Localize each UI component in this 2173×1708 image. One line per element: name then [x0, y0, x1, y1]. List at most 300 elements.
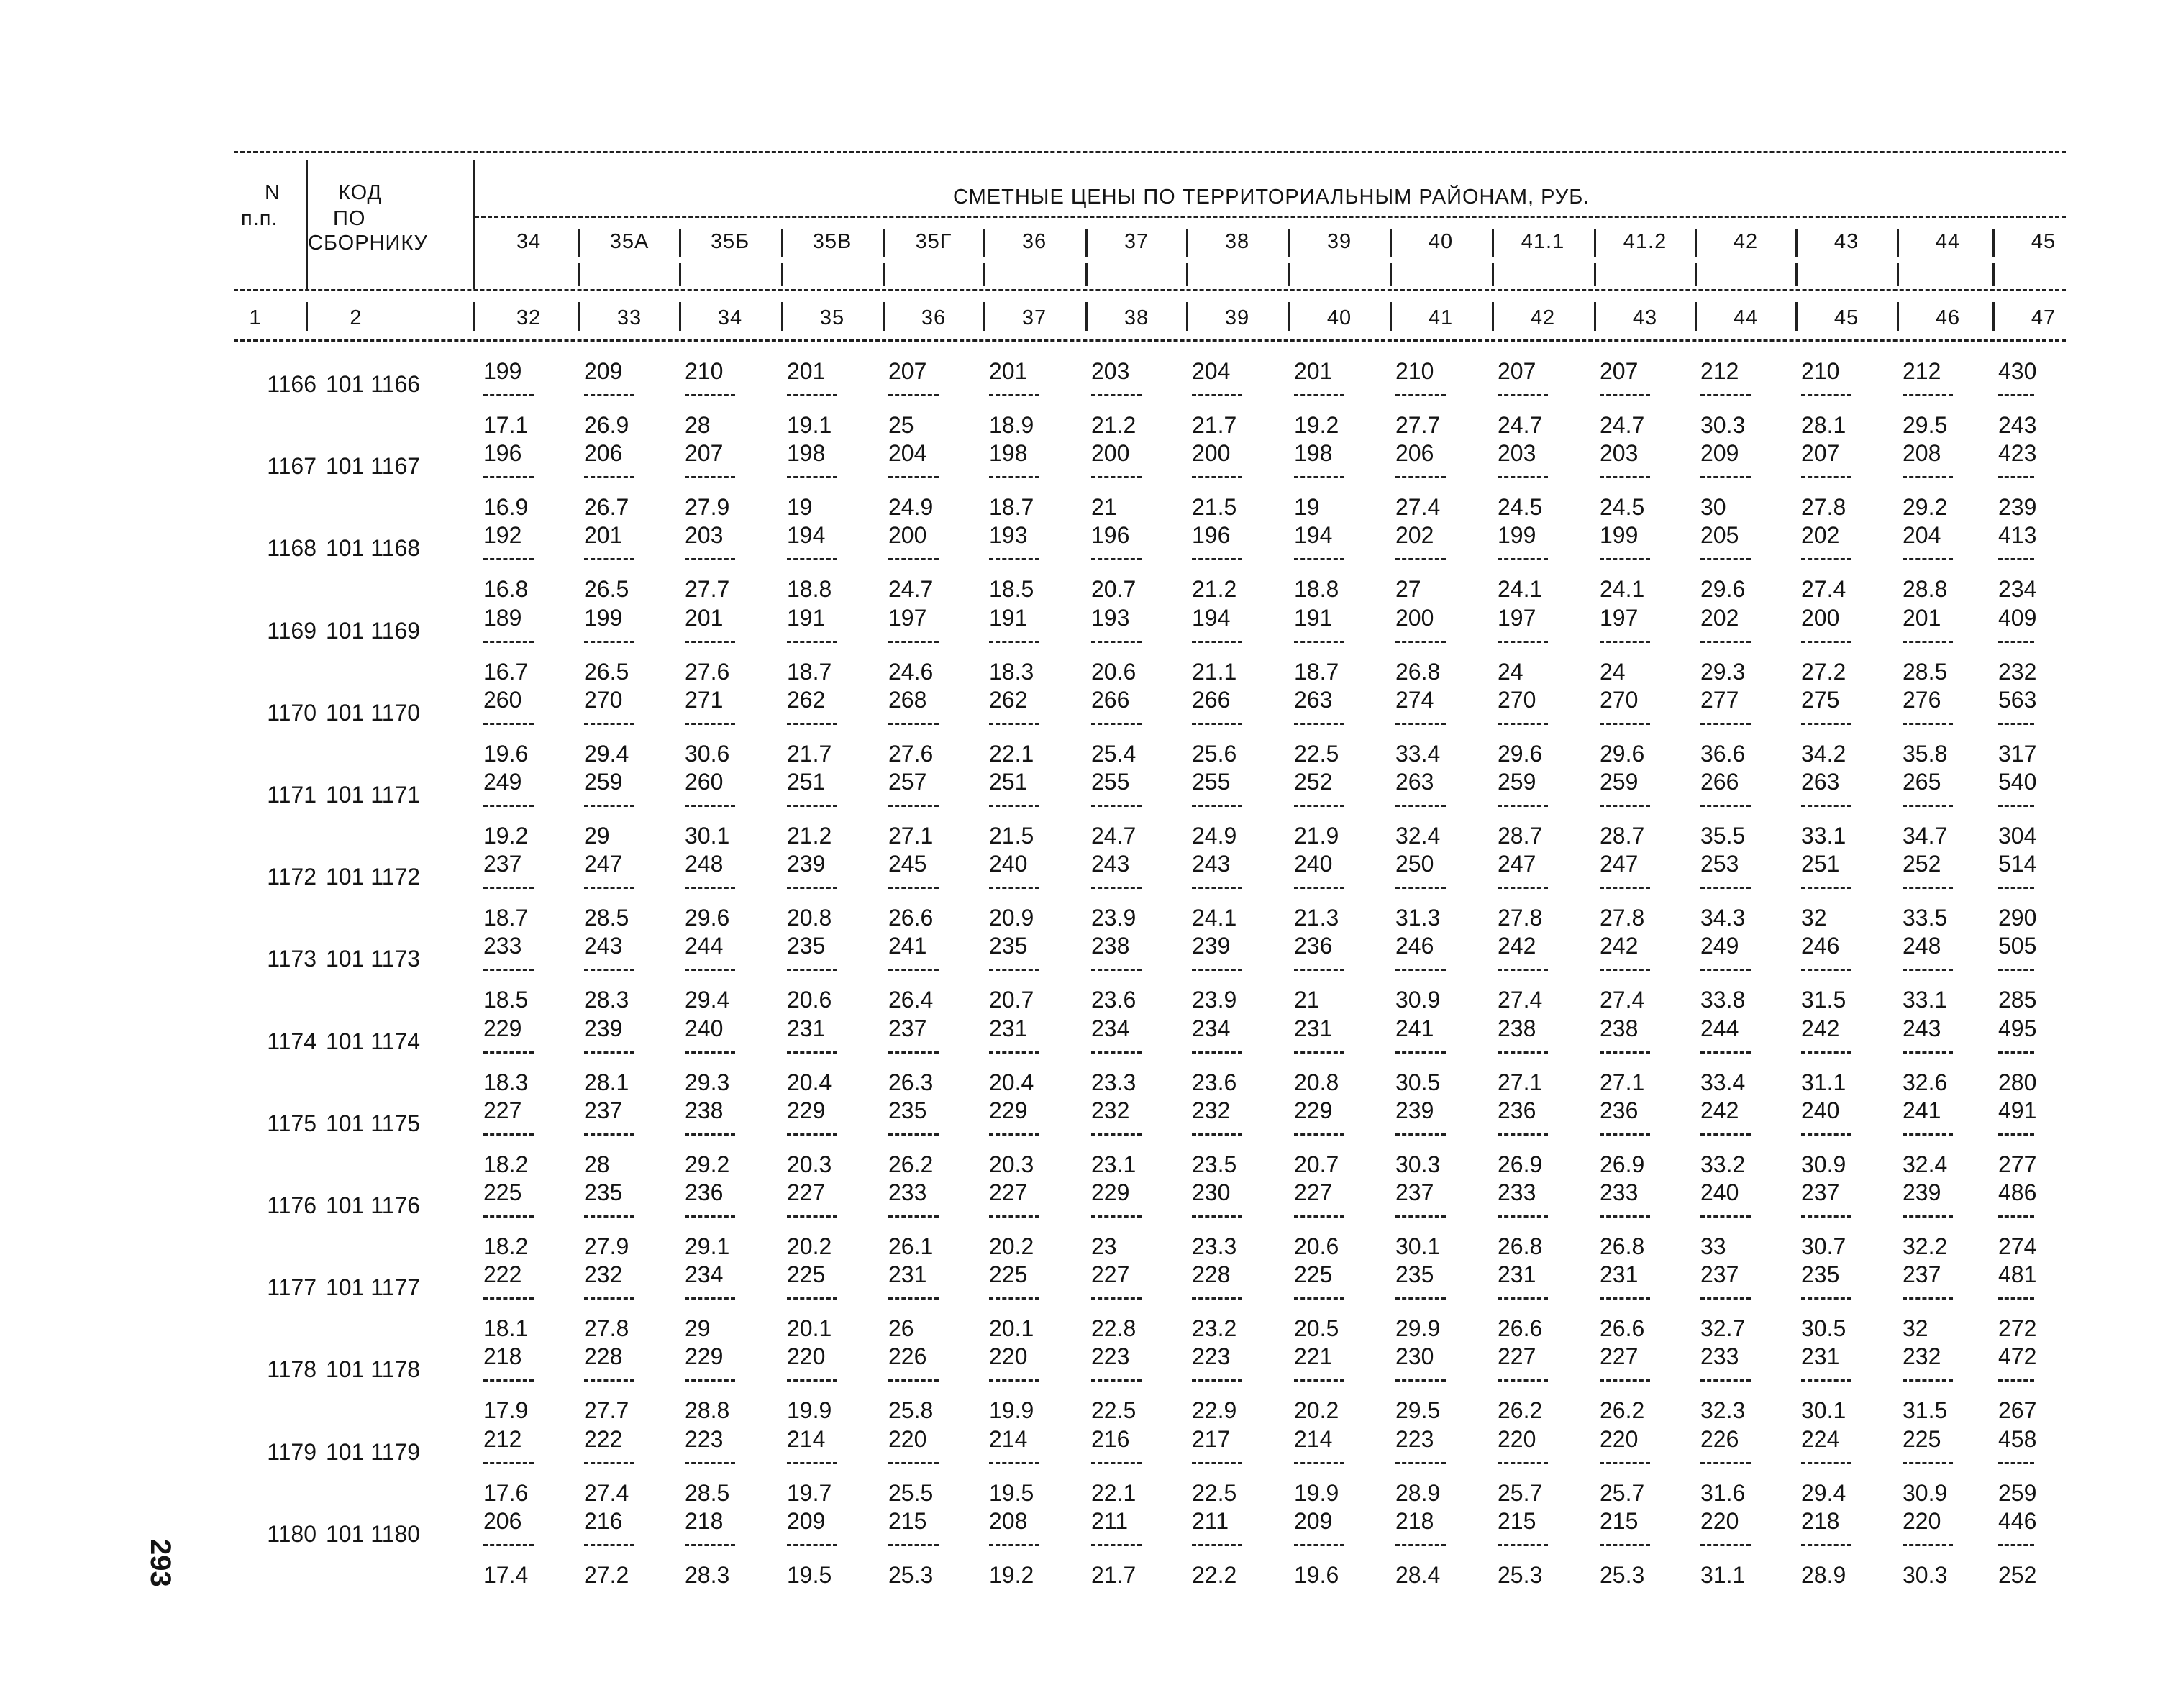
fraction-rule [888, 805, 939, 823]
labor-value: 19.1 [787, 412, 832, 438]
price-value: 259 [1600, 769, 1639, 795]
labor-value: 29.5 [1395, 1397, 1441, 1424]
row-code: 101 1168 [326, 535, 421, 562]
labor-value: 20.6 [1091, 658, 1136, 685]
price-value: 238 [1091, 933, 1130, 959]
fraction-rule [1091, 1544, 1142, 1562]
row-number: 1179 [267, 1438, 316, 1465]
price-value: 233 [1700, 1343, 1739, 1370]
region-divider [1795, 229, 1798, 257]
price-value: 220 [888, 1425, 927, 1452]
fraction-rule [1700, 969, 1751, 987]
labor-value: 32.2 [1903, 1233, 1948, 1259]
fraction-rule [1192, 1133, 1242, 1151]
table-row [0, 1329, 2173, 1424]
labor-value: 24 [1600, 658, 1626, 685]
region-divider [1897, 229, 1899, 257]
price-value: 252 [1903, 851, 1941, 877]
column-number: 2 [350, 306, 363, 329]
fraction-rule [1998, 394, 2034, 412]
fraction-rule [1395, 476, 1446, 494]
price-value: 233 [1498, 1179, 1536, 1205]
price-value: 197 [1600, 604, 1639, 631]
price-value: 201 [989, 358, 1028, 384]
region-divider [1492, 263, 1494, 286]
row-number: 1168 [267, 535, 316, 562]
labor-value: 24.7 [888, 576, 934, 603]
price-value: 225 [1903, 1425, 1941, 1452]
price-value: 251 [989, 769, 1028, 795]
column-number: 1 [249, 306, 262, 329]
labor-value: 26.7 [584, 494, 629, 521]
price-value: 207 [1600, 358, 1639, 384]
row-code: 101 1177 [326, 1274, 421, 1301]
price-value: 227 [1294, 1179, 1333, 1205]
labor-value: 17.9 [483, 1397, 529, 1424]
table-row [0, 1001, 2173, 1095]
labor-value: 19 [787, 494, 813, 521]
fraction-rule [888, 1462, 939, 1480]
price-value: 251 [1801, 851, 1840, 877]
price-value: 237 [888, 1015, 927, 1041]
labor-value: 29.6 [1600, 740, 1645, 767]
labor-value: 33.1 [1903, 987, 1948, 1013]
region-divider [1390, 229, 1392, 257]
labor-value: 267 [1998, 1397, 2037, 1424]
labor-value: 22.5 [1091, 1397, 1136, 1424]
labor-value: 20.6 [1294, 1233, 1339, 1259]
labor-value: 28 [584, 1151, 610, 1177]
price-value: 540 [1998, 769, 2037, 795]
labor-value: 29.6 [1700, 576, 1746, 603]
fraction-rule [1294, 969, 1344, 987]
table-row [0, 1247, 2173, 1342]
price-value: 222 [584, 1425, 623, 1452]
labor-value: 30.6 [685, 740, 730, 767]
fraction-rule [1700, 1297, 1751, 1315]
region-header: 45 [2031, 230, 2056, 253]
fraction-rule [1903, 641, 1953, 659]
price-value: 237 [1700, 1261, 1739, 1288]
fraction-rule [584, 558, 634, 576]
fraction-rule [1998, 887, 2034, 905]
labor-value: 26.9 [584, 412, 629, 438]
fraction-rule [1395, 1462, 1446, 1480]
fraction-rule [989, 887, 1039, 905]
labor-value: 25.8 [888, 1397, 934, 1424]
labor-value: 17.1 [483, 412, 529, 438]
fraction-rule [1091, 723, 1142, 741]
labor-value: 27.2 [584, 1561, 629, 1588]
fraction-rule [685, 1051, 735, 1069]
price-cell [1998, 1508, 2077, 1588]
fraction-rule [1801, 641, 1851, 659]
labor-value: 30.1 [1395, 1233, 1441, 1259]
labor-value: 21.1 [1192, 658, 1237, 685]
region-divider [1492, 229, 1494, 257]
fraction-rule [1998, 641, 2034, 659]
labor-value: 30.7 [1801, 1233, 1846, 1259]
table-row [0, 1165, 2173, 1259]
price-value: 249 [483, 769, 522, 795]
fraction-rule [1998, 969, 2034, 987]
fraction-rule [1998, 1379, 2034, 1397]
price-value: 247 [1498, 851, 1536, 877]
price-value: 221 [1294, 1343, 1333, 1370]
price-value: 200 [1091, 440, 1130, 467]
labor-value: 24.7 [1600, 412, 1645, 438]
price-value: 210 [1801, 358, 1840, 384]
fraction-rule [1192, 723, 1242, 741]
fraction-rule [1192, 476, 1242, 494]
fraction-rule [888, 1133, 939, 1151]
labor-value: 27.2 [1801, 658, 1846, 685]
price-value: 262 [787, 686, 826, 713]
row-code: 101 1173 [326, 946, 421, 972]
fraction-rule [1998, 1297, 2034, 1315]
fraction-rule [483, 1133, 534, 1151]
fraction-rule [685, 805, 735, 823]
price-value: 563 [1998, 686, 2037, 713]
price-value: 199 [1600, 522, 1639, 549]
fraction-rule [1192, 641, 1242, 659]
price-cell [1395, 1508, 1475, 1588]
price-value: 209 [1700, 440, 1739, 467]
fraction-rule [1498, 1379, 1548, 1397]
fraction-rule [888, 723, 939, 741]
labor-value: 26.9 [1498, 1151, 1543, 1177]
price-value: 232 [1192, 1097, 1231, 1123]
row-number: 1166 [267, 371, 316, 397]
price-cell [483, 1508, 562, 1588]
price-value: 229 [1091, 1179, 1130, 1205]
fraction-rule [1700, 723, 1751, 741]
price-value: 225 [989, 1261, 1028, 1288]
labor-value: 32.7 [1700, 1315, 1746, 1342]
price-value: 211 [1091, 1507, 1129, 1534]
region-header: 37 [1124, 230, 1149, 253]
fraction-rule [483, 1379, 534, 1397]
labor-value: 32.4 [1395, 823, 1441, 849]
price-value: 220 [989, 1343, 1028, 1370]
price-value: 201 [1294, 358, 1333, 384]
column-number: 45 [1833, 306, 1859, 329]
col-n-label: N [265, 181, 281, 204]
labor-value: 22.9 [1192, 1397, 1237, 1424]
col-code-label-2: ПО [333, 207, 366, 230]
labor-value: 21.9 [1294, 823, 1339, 849]
price-value: 233 [1600, 1179, 1639, 1205]
fraction-rule [1998, 1051, 2034, 1069]
price-value: 243 [1903, 1015, 1941, 1041]
fraction-rule [989, 1379, 1039, 1397]
labor-value: 29.4 [685, 987, 730, 1013]
labor-value: 19.9 [1294, 1479, 1339, 1506]
labor-value: 20.7 [989, 987, 1034, 1013]
labor-value: 25.7 [1600, 1479, 1645, 1506]
fraction-rule [1998, 1462, 2034, 1480]
row-number: 1171 [267, 782, 316, 808]
row-code: 101 1167 [326, 453, 421, 480]
table-row [0, 1494, 2173, 1588]
header-divider-2 [473, 160, 475, 289]
col-pp-label: п.п. [241, 207, 278, 230]
price-value: 257 [888, 769, 927, 795]
region-divider [1897, 302, 1899, 331]
region-divider [1594, 263, 1596, 286]
labor-value: 29.3 [1700, 658, 1746, 685]
fraction-rule [787, 1379, 837, 1397]
labor-value: 26.4 [888, 987, 934, 1013]
labor-value: 18.2 [483, 1233, 529, 1259]
fraction-rule [1294, 476, 1344, 494]
price-value: 231 [989, 1015, 1028, 1041]
fraction-rule [483, 723, 534, 741]
region-divider [883, 302, 885, 331]
price-value: 240 [1294, 851, 1333, 877]
price-value: 206 [483, 1507, 522, 1534]
fraction-rule [1600, 558, 1650, 576]
price-value: 191 [1294, 604, 1333, 631]
labor-value: 34.2 [1801, 740, 1846, 767]
labor-value: 24.1 [1498, 576, 1543, 603]
labor-value: 28.8 [1903, 576, 1948, 603]
fraction-rule [989, 1133, 1039, 1151]
price-value: 270 [1498, 686, 1536, 713]
labor-value: 16.8 [483, 576, 529, 603]
labor-value: 259 [1998, 1479, 2037, 1506]
labor-value: 30.9 [1395, 987, 1441, 1013]
labor-value: 29.4 [1801, 1479, 1846, 1506]
fraction-rule [1498, 558, 1548, 576]
price-value: 207 [1801, 440, 1840, 467]
price-value: 263 [1395, 769, 1434, 795]
fraction-rule [1903, 1462, 1953, 1480]
labor-value: 27.4 [584, 1479, 629, 1506]
labor-value: 18.7 [989, 494, 1034, 521]
fraction-rule [483, 1462, 534, 1480]
fraction-rule [1600, 1379, 1650, 1397]
region-divider [1594, 229, 1596, 257]
price-value: 196 [1091, 522, 1130, 549]
fraction-rule [685, 723, 735, 741]
price-value: 255 [1091, 769, 1130, 795]
price-cell [1903, 1508, 1982, 1588]
fraction-rule [1395, 558, 1446, 576]
price-value: 206 [584, 440, 623, 467]
labor-value: 23.1 [1091, 1151, 1136, 1177]
labor-value: 31.5 [1903, 1397, 1948, 1424]
price-value: 242 [1600, 933, 1639, 959]
fraction-rule [787, 641, 837, 659]
fraction-rule [1192, 1462, 1242, 1480]
labor-value: 21 [1294, 987, 1320, 1013]
region-header: 43 [1833, 230, 1859, 253]
column-number: 34 [717, 306, 743, 329]
labor-value: 19.2 [1294, 412, 1339, 438]
price-value: 223 [1395, 1425, 1434, 1452]
fraction-rule [584, 1544, 634, 1562]
labor-value: 36.6 [1700, 740, 1746, 767]
price-value: 200 [888, 522, 927, 549]
labor-value: 18.7 [483, 905, 529, 931]
fraction-rule [787, 476, 837, 494]
price-value: 248 [1903, 933, 1941, 959]
labor-value: 20.5 [1294, 1315, 1339, 1342]
fraction-rule [1498, 476, 1548, 494]
price-value: 228 [1192, 1261, 1231, 1288]
labor-value: 232 [1998, 658, 2037, 685]
fraction-rule [1801, 1544, 1851, 1562]
labor-value: 29.5 [1903, 412, 1948, 438]
price-value: 231 [787, 1015, 826, 1041]
labor-value: 20.7 [1294, 1151, 1339, 1177]
labor-value: 24.9 [888, 494, 934, 521]
price-value: 227 [1600, 1343, 1639, 1370]
col-code-label-1: КОД [338, 181, 383, 204]
region-header: 41.2 [1623, 230, 1667, 253]
column-number: 39 [1224, 306, 1250, 329]
region-divider [983, 229, 985, 257]
table-row [0, 672, 2173, 767]
labor-value: 26.5 [584, 576, 629, 603]
labor-value: 25 [888, 412, 914, 438]
price-value: 239 [1903, 1179, 1941, 1205]
fraction-rule [1091, 641, 1142, 659]
price-value: 231 [888, 1261, 927, 1288]
fraction-rule [1600, 1133, 1650, 1151]
fraction-rule [1294, 805, 1344, 823]
labor-value: 21.5 [1192, 494, 1237, 521]
fraction-rule [888, 1544, 939, 1562]
labor-value: 35.8 [1903, 740, 1948, 767]
labor-value: 18.9 [989, 412, 1034, 438]
labor-value: 21 [1091, 494, 1117, 521]
labor-value: 29.2 [1903, 494, 1948, 521]
labor-value: 20.9 [989, 905, 1034, 931]
labor-value: 28.7 [1498, 823, 1543, 849]
price-value: 247 [584, 851, 623, 877]
price-value: 240 [1700, 1179, 1739, 1205]
price-value: 266 [1091, 686, 1130, 713]
fraction-rule [1192, 394, 1242, 412]
fraction-rule [1700, 1215, 1751, 1233]
fraction-rule [1600, 1462, 1650, 1480]
price-value: 220 [787, 1343, 826, 1370]
fraction-rule [989, 1544, 1039, 1562]
price-value: 202 [1801, 522, 1840, 549]
price-cell [1700, 1508, 1780, 1588]
price-value: 208 [1903, 440, 1941, 467]
price-value: 234 [1192, 1015, 1231, 1041]
price-value: 229 [483, 1015, 522, 1041]
price-value: 199 [1498, 522, 1536, 549]
price-value: 239 [584, 1015, 623, 1041]
labor-value: 27.7 [584, 1397, 629, 1424]
row-number: 1173 [267, 946, 316, 972]
labor-value: 25.6 [1192, 740, 1237, 767]
labor-value: 252 [1998, 1561, 2037, 1588]
price-value: 253 [1700, 851, 1739, 877]
row-code: 101 1178 [326, 1356, 421, 1383]
labor-value: 33 [1700, 1233, 1726, 1259]
row-number: 1178 [267, 1356, 316, 1383]
labor-value: 29.1 [685, 1233, 730, 1259]
labor-value: 23.9 [1192, 987, 1237, 1013]
region-header: 42 [1733, 230, 1759, 253]
labor-value: 18.1 [483, 1315, 529, 1342]
row-code: 101 1171 [326, 782, 421, 808]
header-bottom-rule [234, 339, 2066, 342]
row-number: 1180 [267, 1520, 316, 1547]
labor-value: 18.3 [989, 658, 1034, 685]
price-value: 214 [989, 1425, 1028, 1452]
labor-value: 20.8 [1294, 1069, 1339, 1095]
fraction-rule [888, 641, 939, 659]
price-value: 218 [685, 1507, 724, 1534]
row-code: 101 1179 [326, 1438, 421, 1465]
region-divider [1085, 302, 1088, 331]
labor-value: 30.1 [685, 823, 730, 849]
price-value: 216 [584, 1507, 623, 1534]
price-cell [989, 1508, 1068, 1588]
price-value: 491 [1998, 1097, 2037, 1123]
fraction-rule [989, 641, 1039, 659]
header-divider-3 [306, 302, 308, 331]
row-number: 1170 [267, 699, 316, 726]
fraction-rule [685, 1215, 735, 1233]
fraction-rule [1192, 1051, 1242, 1069]
fraction-rule [1498, 887, 1548, 905]
price-value: 505 [1998, 933, 2037, 959]
price-value: 225 [1294, 1261, 1333, 1288]
fraction-rule [483, 558, 534, 576]
fraction-rule [483, 1051, 534, 1069]
labor-value: 19.6 [1294, 1561, 1339, 1588]
labor-value: 234 [1998, 576, 2037, 603]
fraction-rule [1998, 476, 2034, 494]
price-value: 237 [584, 1097, 623, 1123]
price-value: 207 [1498, 358, 1536, 384]
fraction-rule [685, 1462, 735, 1480]
labor-value: 18.5 [989, 576, 1034, 603]
price-value: 229 [1294, 1097, 1333, 1123]
price-value: 243 [1192, 851, 1231, 877]
fraction-rule [888, 558, 939, 576]
labor-value: 27.1 [1600, 1069, 1645, 1095]
row-code: 101 1175 [326, 1110, 421, 1136]
fraction-rule [1395, 641, 1446, 659]
price-value: 233 [483, 933, 522, 959]
fraction-rule [1700, 805, 1751, 823]
labor-value: 27.8 [1801, 494, 1846, 521]
price-value: 237 [1801, 1179, 1840, 1205]
price-value: 214 [787, 1425, 826, 1452]
price-value: 245 [888, 851, 927, 877]
fraction-rule [1192, 969, 1242, 987]
price-value: 200 [1395, 604, 1434, 631]
labor-value: 16.7 [483, 658, 529, 685]
region-divider [883, 229, 885, 257]
labor-value: 22.5 [1294, 740, 1339, 767]
price-value: 200 [1192, 440, 1231, 467]
fraction-rule [1700, 394, 1751, 412]
labor-value: 27.4 [1801, 576, 1846, 603]
fraction-rule [1395, 1133, 1446, 1151]
fraction-rule [1903, 887, 1953, 905]
price-value: 209 [787, 1507, 826, 1534]
price-value: 247 [1600, 851, 1639, 877]
